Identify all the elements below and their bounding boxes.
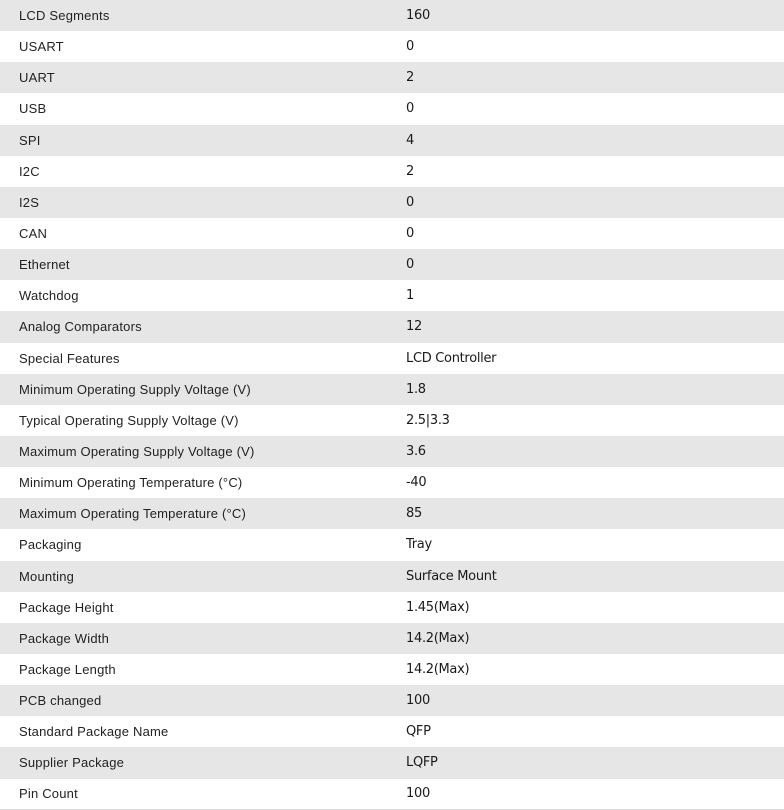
spec-value: 1.8 <box>406 381 426 397</box>
spec-label: I2C <box>19 163 40 179</box>
spec-value: 2 <box>406 163 414 179</box>
spec-row <box>0 747 784 778</box>
spec-row <box>0 0 784 31</box>
spec-value: 160 <box>406 8 430 24</box>
spec-label: SPI <box>19 132 41 148</box>
spec-value: QFP <box>406 724 431 740</box>
spec-row <box>0 125 784 156</box>
spec-row <box>0 156 784 187</box>
spec-value: 0 <box>406 39 414 55</box>
spec-row <box>0 405 784 436</box>
spec-label: LCD Segments <box>19 8 110 24</box>
spec-row <box>0 716 784 747</box>
spec-label: Package Width <box>19 630 110 646</box>
spec-value: LQFP <box>406 755 438 771</box>
spec-label: Package Height <box>19 599 114 615</box>
spec-value: 0 <box>406 257 414 273</box>
spec-row <box>0 498 784 529</box>
spec-row <box>0 592 784 623</box>
spec-label: Minimum Operating Temperature (°C) <box>19 475 243 491</box>
spec-label: Special Features <box>19 350 120 366</box>
spec-row <box>0 529 784 560</box>
spec-value: 3.6 <box>406 444 426 460</box>
spec-value: Surface Mount <box>406 568 497 584</box>
spec-row <box>0 561 784 592</box>
spec-label: USART <box>19 39 64 55</box>
spec-label: I2S <box>19 194 40 210</box>
spec-value: 0 <box>406 101 414 117</box>
spec-label: Maximum Operating Supply Voltage (V) <box>19 444 255 460</box>
spec-value: 100 <box>406 786 430 802</box>
spec-row <box>0 62 784 93</box>
spec-value: 2 <box>406 70 414 86</box>
spec-row <box>0 218 784 249</box>
spec-label: Ethernet <box>19 257 70 273</box>
spec-row <box>0 436 784 467</box>
spec-row <box>0 311 784 342</box>
spec-row <box>0 343 784 374</box>
spec-label: Package Length <box>19 662 116 678</box>
spec-value: 1.45(Max) <box>406 599 470 615</box>
spec-label: UART <box>19 70 55 86</box>
spec-label: Typical Operating Supply Voltage (V) <box>19 412 239 428</box>
spec-value: LCD Controller <box>406 350 497 366</box>
spec-value: 0 <box>406 194 414 210</box>
spec-value: 85 <box>406 506 422 522</box>
spec-row <box>0 187 784 218</box>
spec-row <box>0 31 784 62</box>
spec-value: 2.5|3.3 <box>406 412 450 428</box>
spec-label: Pin Count <box>19 786 78 802</box>
spec-label: PCB changed <box>19 693 102 709</box>
spec-label: Analog Comparators <box>19 319 142 335</box>
spec-row <box>0 654 784 685</box>
spec-label: Minimum Operating Supply Voltage (V) <box>19 381 251 397</box>
spec-value: 100 <box>406 693 430 709</box>
spec-value: 14.2(Max) <box>406 630 470 646</box>
spec-row <box>0 779 784 810</box>
spec-label: Watchdog <box>19 288 79 304</box>
spec-value: 0 <box>406 226 414 242</box>
spec-value: 14.2(Max) <box>406 662 470 678</box>
spec-label: Mounting <box>19 568 75 584</box>
spec-label: Packaging <box>19 537 82 553</box>
spec-value: 4 <box>406 132 414 148</box>
spec-row <box>0 280 784 311</box>
spec-label: CAN <box>19 226 48 242</box>
spec-value: 1 <box>406 288 414 304</box>
spec-label: Maximum Operating Temperature (°C) <box>19 506 247 522</box>
spec-row <box>0 623 784 654</box>
spec-label: USB <box>19 101 47 117</box>
spec-row <box>0 374 784 405</box>
spec-value: 12 <box>406 319 422 335</box>
spec-label: Supplier Package <box>19 755 125 771</box>
spec-value: Tray <box>406 537 432 553</box>
spec-row <box>0 685 784 716</box>
spec-label: Standard Package Name <box>19 724 169 740</box>
spec-row <box>0 249 784 280</box>
spec-row <box>0 467 784 498</box>
spec-value: -40 <box>406 475 427 491</box>
spec-row <box>0 93 784 124</box>
